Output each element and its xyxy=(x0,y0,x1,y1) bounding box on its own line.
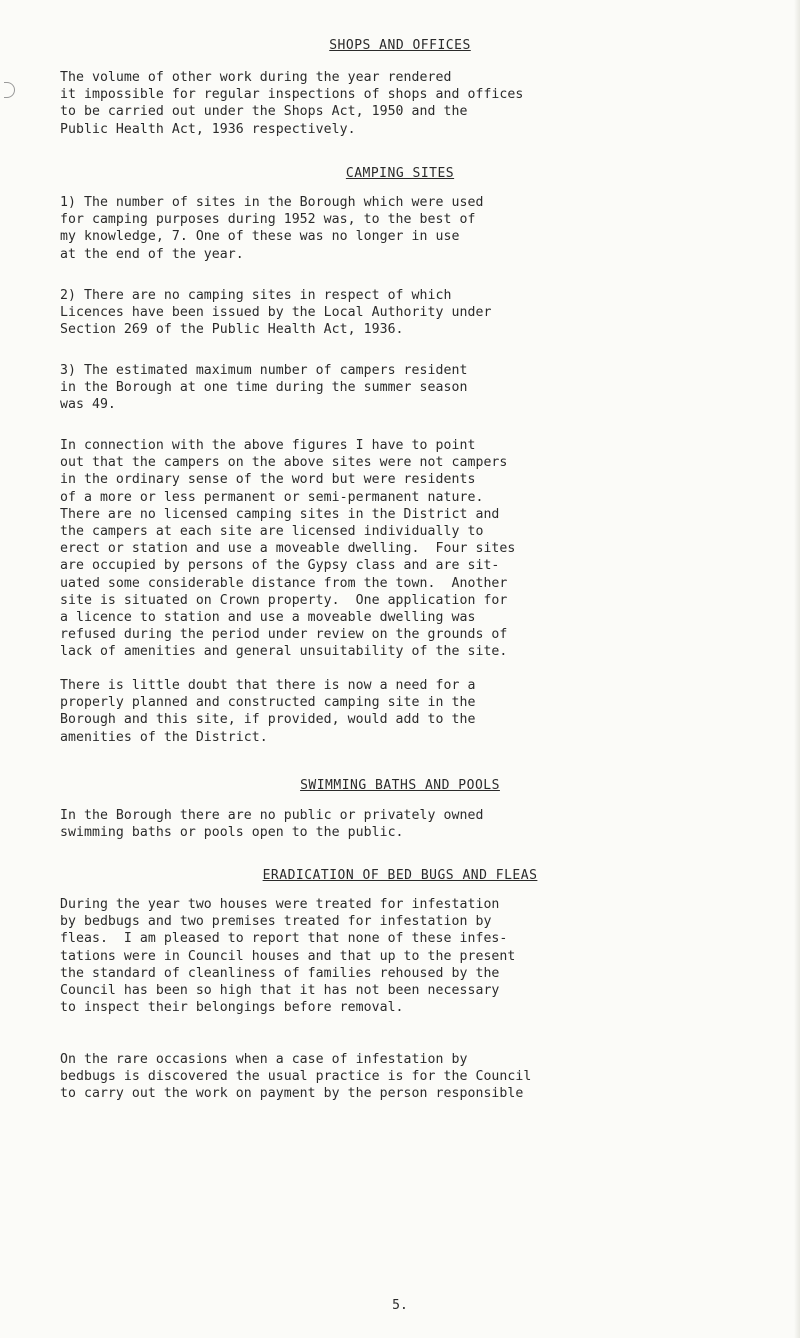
punch-hole-mark xyxy=(4,82,15,98)
heading-camping-sites: CAMPING SITES xyxy=(345,166,455,181)
camping-item-3: 3) The estimated maximum number of campers resident in the Borough at one time during the summer season was 49. xyxy=(60,363,468,413)
page-number: 5. xyxy=(392,1298,408,1313)
heading-eradication-bedbugs: ERADICATION OF BED BUGS AND FLEAS xyxy=(262,868,538,883)
eradication-paragraph-practice: On the rare occasions when a case of infestation by bedbugs is discovered the usual practice is for the Council to carry out the work on payment by the person responsible xyxy=(60,1052,532,1102)
eradication-paragraph-treatments: During the year two houses were treated for infestation by bedbugs and two premises treated for infestation by fleas. I am pleased to report that none of these infes- tations were in Council houses and that up to the present the standard of cleanliness of families rehoused by the Council has been so high that it has not been necessary to inspect their belongings before removal. xyxy=(60,897,516,1016)
paragraph-shops-offices: The volume of other work during the year rendered it impossible for regular inspections of shops and offices to be carried out under the Shops Act, 1950 and the Public Health Act, 1936 respectively. xyxy=(60,70,524,137)
camping-paragraph-need: There is little doubt that there is now a need for a properly planned and constructed camping site in the Borough and this site, if provided, would add to the amenities of the District. xyxy=(60,678,476,745)
camping-paragraph-connection: In connection with the above figures I have to point out that the campers on the above sites were not campers in the ordinary sense of the word but were residents of a more or less permanent or semi-permanent nature. There are no licensed camping sites in the District and the campers at each site are licensed individually to erect or station and use a moveable dwelling. Four sites are occupied by persons of the Gypsy class and are sit- uated some considerable distance from the town. Another site is situated on Crown property. One application for a licence to station and use a moveable dwelling was refused during the period under review on the grounds of lack of amenities and general unsuitability of the site. xyxy=(60,438,516,660)
camping-item-1: 1) The number of sites in the Borough which were used for camping purposes during 1952 was, to the best of my knowledge, 7. One of these was no longer in use at the end of the year. xyxy=(60,195,484,262)
heading-shops-offices: SHOPS AND OFFICES xyxy=(329,38,471,53)
camping-item-2: 2) There are no camping sites in respect of which Licences have been issued by the Local Authority under Section 269 of the Public Health Act, 1936. xyxy=(60,288,492,338)
paragraph-swimming-baths: In the Borough there are no public or privately owned swimming baths or pools open to the public. xyxy=(60,808,484,841)
heading-swimming-baths: SWIMMING BATHS AND POOLS xyxy=(300,778,500,793)
page-edge-shadow xyxy=(794,0,800,1338)
